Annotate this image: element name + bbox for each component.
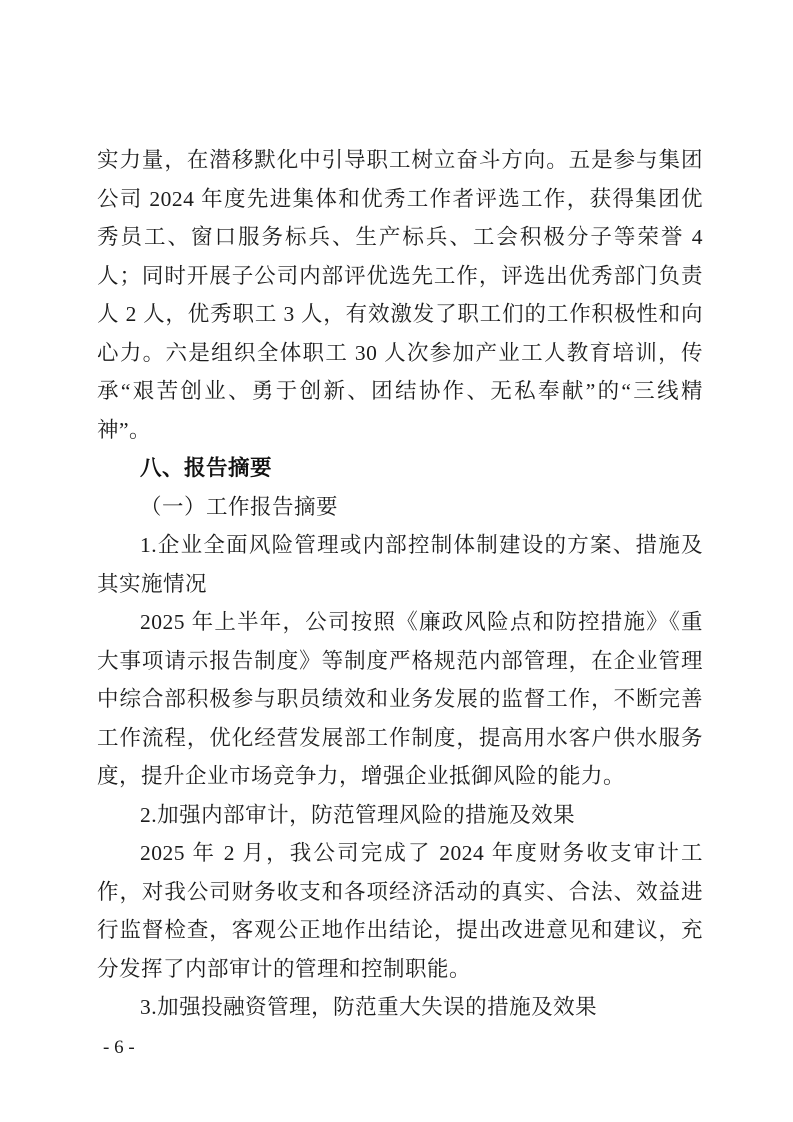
paragraph-item-1: 1.企业全面风险管理或内部控制体制建设的方案、措施及其实施情况 (97, 533, 703, 596)
paragraph-item-2: 2.加强内部审计，防范管理风险的措施及效果 (140, 802, 576, 827)
subsection-heading: （一）工作报告摘要 (140, 494, 339, 519)
section-heading: 八、报告摘要 (140, 456, 273, 480)
page-number: - 6 - (103, 1037, 135, 1058)
document-body (97, 141, 703, 1027)
paragraph: 2025 年上半年，公司按照《廉政风险点和防控措施》《重大事项请示报告制度》等制度严格规范内部管理，在企业管理中综合部积极参与职员绩效和业务发展的监督工作，不断完善工作流程，优化经营发展部工作制度，提高用水客户供水服务度，提升企业市场竞争力，增强企业抵御风险的能力。 (97, 610, 703, 788)
paragraph-item-3: 3.加强投融资管理，防范重大失误的措施及效果 (140, 995, 598, 1019)
paragraph-continued: 实力量，在潜移默化中引导职工树立奋斗方向。五是参与集团公司 2024 年度先进集体和优秀工作者评选工作，获得集团优秀员工、窗口服务标兵、生产标兵、工会积极分子等荣誉 4 人；同时开展子公司内部评优选先工作，评选出优秀部门负责人 2 人，优秀职工 3 人，有效激发了职工们的工作积极性和向心力。六是组织全体职工 30 人次参加产业工人教育培训，传承“艰苦创业、勇于创新、团结协作、无私奉献”的“三线精神”。 (97, 148, 703, 442)
paragraph: 2025 年 2 月，我公司完成了 2024 年度财务收支审计工作，对我公司财务收支和各项经济活动的真实、合法、效益进行监督检查，客观公正地作出结论，提出改进意见和建议，充分发挥了内部审计的管理和控制职能。 (97, 841, 703, 981)
